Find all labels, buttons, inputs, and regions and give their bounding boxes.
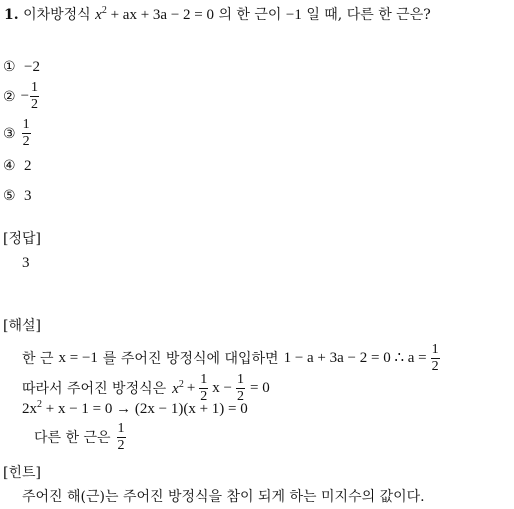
choice-marker: ④: [3, 158, 16, 174]
answer-value: 3: [22, 255, 30, 271]
explanation-math: x = −1: [58, 350, 98, 366]
choice-value: 2: [24, 158, 32, 174]
explanation-math: = 0: [250, 380, 270, 396]
hint-text: 주어진 해(근)는 주어진 방정식을 참이 되게 하는 미지수의 값이다.: [22, 489, 425, 505]
explanation-text: 다른 한 근은: [34, 429, 111, 446]
explanation-header: [해설]: [3, 318, 41, 334]
explanation-math: +: [186, 380, 196, 396]
explanation-fraction: $\frac{1}{2}$: [237, 372, 244, 404]
choice-marker: ⑤: [3, 188, 16, 204]
choice-fraction: $\frac{1}{2}$: [31, 80, 39, 112]
choice-3[interactable]: [3, 118, 32, 149]
explanation-math: $x^2$: [172, 379, 184, 397]
explanation-fraction: $\frac{1}{2}$: [200, 372, 208, 404]
answer-header: [정답]: [3, 231, 41, 247]
hint-header: [힌트]: [3, 465, 41, 481]
choice-fraction: $\frac{1}{2}$: [22, 117, 30, 149]
question-number: 1.: [4, 7, 19, 23]
question-text-suffix: 일 때, 다른 한 근은?: [306, 7, 431, 23]
choice-5[interactable]: [3, 189, 32, 204]
question-text-prefix: 이차방정식: [23, 7, 91, 23]
choice-2[interactable]: [3, 81, 40, 112]
choice-1[interactable]: [3, 60, 40, 75]
question-equation: $x^2$ + ax + 3a − 2 = 0: [95, 5, 214, 23]
explanation-text: 따라서 주어진 방정식은: [22, 380, 167, 397]
question-line: [4, 6, 431, 23]
choice-sign: −: [20, 88, 30, 104]
explanation-fraction: $\frac{1}{2}$: [431, 342, 439, 374]
choice-value: 3: [24, 188, 32, 204]
explanation-math: x −: [212, 380, 232, 396]
choice-marker: ①: [3, 59, 16, 75]
explanation-line-4: [34, 422, 127, 453]
question-text-mid: 의 한 근이: [218, 7, 282, 23]
explanation-line-3: $2x^2 + x - 1 = 0 \to (2x - 1)(x + 1) = 0$: [22, 399, 248, 417]
choice-marker: ②: [3, 88, 16, 105]
explanation-text: 한 근: [22, 350, 54, 367]
choice-marker: ③: [3, 125, 16, 142]
explanation-text: 를 주어진 방정식에 대입하면: [102, 350, 279, 367]
explanation-fraction: $\frac{1}{2}$: [117, 421, 125, 453]
choice-value: −2: [24, 59, 40, 75]
choice-4[interactable]: [3, 159, 32, 174]
explanation-line-1: [22, 343, 441, 374]
explanation-math: 1 − a + 3a − 2 = 0 ∴ a =: [283, 350, 427, 366]
question-root: −1: [285, 7, 302, 23]
